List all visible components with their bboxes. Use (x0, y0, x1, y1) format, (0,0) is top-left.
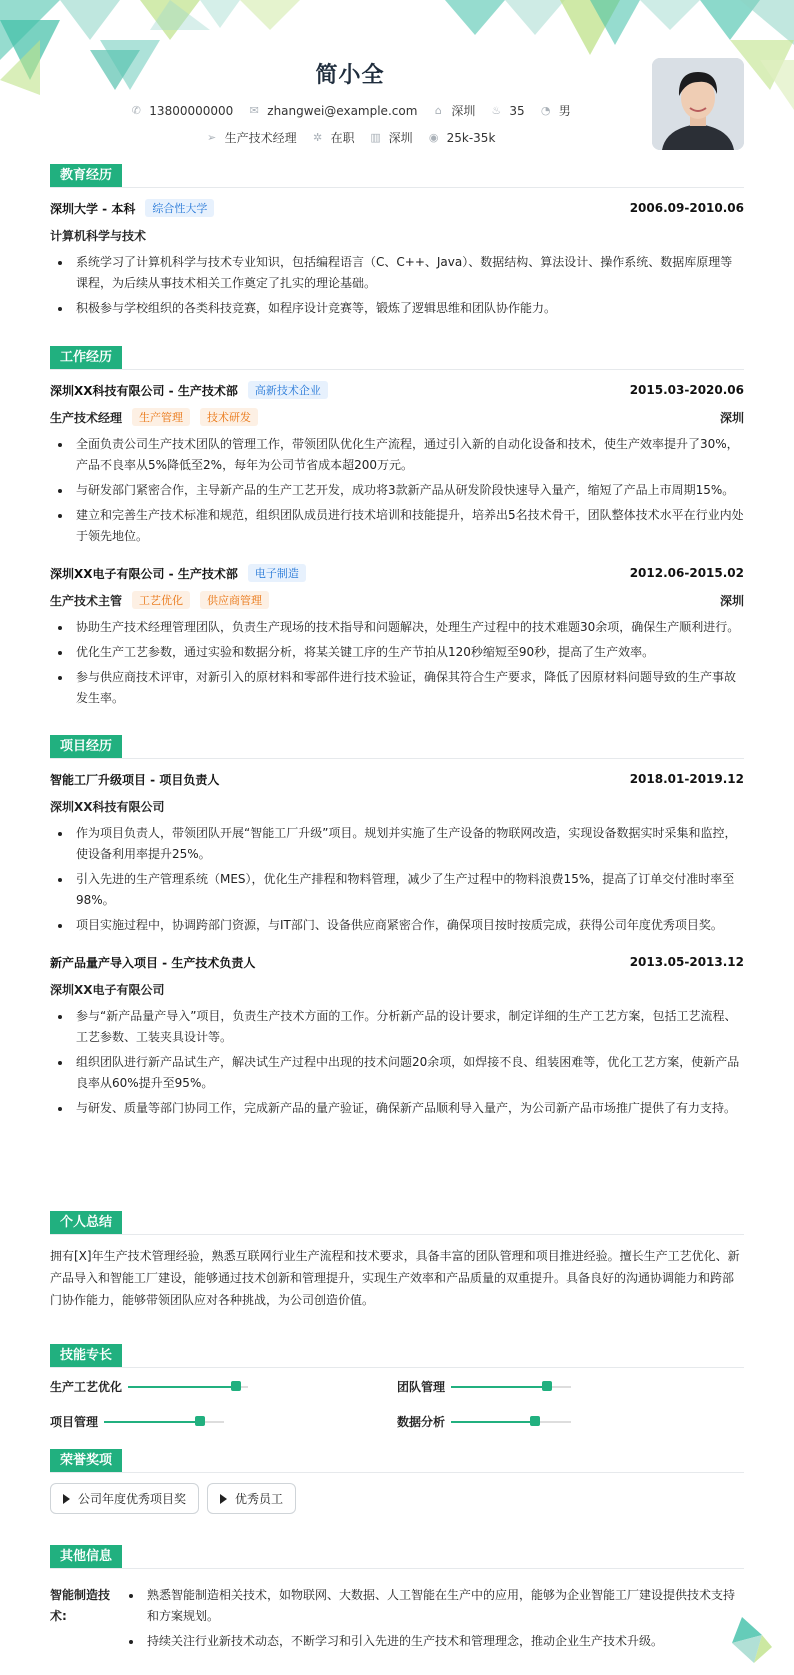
skill-bar (104, 1421, 224, 1423)
target-city-value: 深圳 (388, 131, 413, 145)
send-icon: ➢ (206, 131, 217, 144)
status-icon: ✲ (312, 131, 323, 144)
work-entry-header (50, 380, 744, 400)
school-name: 深圳大学 - 本科 (50, 201, 136, 216)
skill-item (50, 1413, 397, 1430)
salary-value: 25k-35k (446, 130, 496, 145)
section-title: 其他信息 (50, 1545, 122, 1568)
education-entry-header (50, 198, 744, 218)
skill-tag: 生产管理 (132, 408, 190, 426)
company-tag: 高新技术企业 (248, 381, 328, 399)
list-item: • 协助生产技术经理管理团队，负责生产现场的技术指导和问题解决，处理生产过程中的技术难题30余项，确保生产顺利进行。 (72, 617, 744, 638)
skills-section (50, 1343, 744, 1430)
skill-item (397, 1378, 744, 1395)
summary-text: 拥有[X]年生产技术管理经验，熟悉互联网行业生产流程和技术要求，具备丰富的团队管理和项目推进经验。擅长生产工艺优化、新产品导入和智能工厂建设，能够通过技术创新和管理提升，实现生产效率和产品质量的双重提升。具备良好的沟通协调能力和跨部门协作能力，能够带领团队应对各种挑战，为公司创造价值。 (50, 1249, 740, 1307)
section-title: 技能专长 (50, 1344, 122, 1367)
education-period: 2006.09-2010.06 (629, 201, 744, 215)
project-name: 新产品量产导入项目 - 生产技术负责人 (50, 955, 256, 970)
skill-bar (451, 1421, 571, 1423)
play-icon (220, 1494, 227, 1504)
project-bullets (50, 823, 744, 936)
awards-section (50, 1448, 744, 1514)
list-item: • 与研发部门紧密合作，主导新产品的生产工艺开发，成功将3款新产品从研发阶段快速导入量产，缩短了产品上市周期15%。 (72, 480, 744, 501)
skills-grid (50, 1378, 744, 1430)
skill-item (397, 1413, 744, 1430)
skill-tag: 技术研发 (200, 408, 258, 426)
project-company: 深圳XX科技有限公司 (50, 799, 165, 814)
work-period: 2015.03-2020.06 (629, 383, 744, 397)
major: 计算机科学与技术 (50, 228, 147, 243)
location-value: 深圳 (451, 104, 476, 118)
work-bullets (50, 617, 744, 709)
project-entry-header (50, 769, 744, 789)
job-city: 深圳 (719, 410, 744, 425)
skill-tag: 供应商管理 (200, 591, 269, 609)
list-item: • 组织团队进行新产品试生产，解决试生产过程中出现的技术问题20余项，如焊接不良、组装困难等，优化工艺方案，使新产品良率从60%提升至95%。 (72, 1052, 744, 1094)
email-icon: ✉ (249, 104, 259, 117)
skill-bar (451, 1386, 571, 1388)
summary-section (50, 1210, 744, 1311)
skill-name: 项目管理 (50, 1415, 99, 1429)
status-value: 在职 (330, 131, 355, 145)
job-city: 深圳 (719, 593, 744, 608)
phone-icon: ✆ (131, 104, 141, 117)
other-label: 智能制造技术: (50, 1588, 111, 1623)
phone-value: 13800000000 (149, 103, 234, 118)
education-section (50, 163, 744, 323)
candidate-name: 简小全 (315, 63, 385, 88)
play-icon (63, 1494, 70, 1504)
project-entry-header (50, 952, 744, 972)
project-name: 智能工厂升级项目 - 项目负责人 (50, 772, 220, 787)
age-value: 35 (509, 103, 525, 118)
list-item: • 系统学习了计算机科学与技术专业知识，包括编程语言（C、C++、Java）、数据结构、算法设计、操作系统、数据库原理等课程，为后续从事技术相关工作奠定了扎实的理论基础。 (72, 252, 744, 294)
project-bullets (50, 1006, 744, 1119)
company-name: 深圳XX电子有限公司 - 生产技术部 (50, 566, 238, 581)
section-title: 教育经历 (50, 164, 122, 187)
award-badge: 优秀员工 (207, 1483, 296, 1514)
section-title: 个人总结 (50, 1211, 122, 1234)
job-title: 生产技术主管 (50, 593, 123, 608)
list-item: • 建立和完善生产技术标准和规范，组织团队成员进行技术培训和技能提升，培养出5名技术骨干，团队整体技术水平在行业内处于领先地位。 (72, 505, 744, 547)
award-badge: 公司年度优秀项目奖 (50, 1483, 199, 1514)
list-item: • 与研发、质量等部门协同工作，完成新产品的量产验证，确保新产品顺利导入量产，为公司新产品市场推广提供了有力支持。 (72, 1098, 744, 1119)
skill-name: 团队管理 (397, 1380, 446, 1394)
building-icon: ▥ (370, 131, 381, 144)
section-title: 工作经历 (50, 346, 122, 369)
work-period: 2012.06-2015.02 (629, 566, 744, 580)
skill-name: 数据分析 (397, 1415, 446, 1429)
list-item: • 熟悉智能制造相关技术，如物联网、大数据、人工智能在生产中的应用，能够为企业智能工厂建设提供技术支持和方案规划。 (143, 1585, 744, 1627)
list-item: • 全面负责公司生产技术团队的管理工作，带领团队优化生产流程，通过引入新的自动化设备和技术，使生产效率提升了30%，产品不良率从5%降低至2%，每年为公司节省成本超200万元。 (72, 434, 744, 476)
contact-info-row (0, 102, 700, 119)
list-item: • 参与供应商技术评审，对新引入的原材料和零部件进行技术验证，确保其符合生产要求，降低了因原材料问题导致的生产事故发生率。 (72, 667, 744, 709)
company-name: 深圳XX科技有限公司 - 生产技术部 (50, 383, 238, 398)
section-title: 项目经历 (50, 735, 122, 758)
skill-item (50, 1378, 397, 1395)
list-item: • 优化生产工艺参数，通过实验和数据分析，将某关键工序的生产节拍从120秒缩短至90秒，提高了生产效率。 (72, 642, 744, 663)
list-item: • 积极参与学校组织的各类科技竞赛，如程序设计竞赛等，锻炼了逻辑思维和团队协作能力。 (72, 298, 744, 319)
list-item: • 项目实施过程中，协调跨部门资源，与IT部门、设备供应商紧密合作，确保项目按时按质完成，获得公司年度优秀项目奖。 (72, 915, 744, 936)
project-period: 2013.05-2013.12 (629, 955, 744, 969)
email-value: zhangwei@example.com (267, 103, 418, 118)
project-period: 2018.01-2019.12 (629, 772, 744, 786)
other-bullets (125, 1585, 744, 1656)
cake-icon: ♨ (491, 104, 502, 117)
home-icon: ⌂ (434, 104, 442, 117)
skill-tag: 工艺优化 (132, 591, 190, 609)
work-bullets (50, 434, 744, 547)
avatar (652, 58, 744, 150)
list-item: • 持续关注行业新技术动态，不断学习和引入先进的生产技术和管理理念，推动企业生产技术升级。 (143, 1631, 744, 1652)
salary-icon: ◉ (428, 131, 439, 144)
project-company: 深圳XX电子有限公司 (50, 982, 165, 997)
company-tag: 电子制造 (248, 564, 306, 582)
school-tag: 综合性大学 (145, 199, 214, 217)
position-value: 生产技术经理 (224, 131, 297, 145)
job-intent-row (0, 129, 700, 146)
gender-value: 男 (558, 104, 571, 118)
job-title: 生产技术经理 (50, 410, 123, 425)
work-section (50, 345, 744, 713)
other-section (50, 1544, 744, 1656)
education-bullets (50, 252, 744, 319)
projects-section (50, 734, 744, 1123)
gender-icon: ◔ (540, 104, 551, 117)
section-title: 荣誉奖项 (50, 1449, 122, 1472)
list-item: • 参与“新产品量产导入”项目，负责生产技术方面的工作。分析新产品的设计要求，制定详细的生产工艺方案，包括工艺流程、工艺参数、工装夹具设计等。 (72, 1006, 744, 1048)
skill-bar (128, 1386, 248, 1388)
list-item: • 引入先进的生产管理系统（MES），优化生产排程和物料管理，减少了生产过程中的物料浪费15%，提高了订单交付准时率至98%。 (72, 869, 744, 911)
skill-name: 生产工艺优化 (50, 1380, 123, 1394)
list-item: • 作为项目负责人，带领团队开展“智能工厂升级”项目。规划并实施了生产设备的物联网改造，实现设备数据实时采集和监控，使设备利用率提升25%。 (72, 823, 744, 865)
work-entry-header (50, 563, 744, 583)
